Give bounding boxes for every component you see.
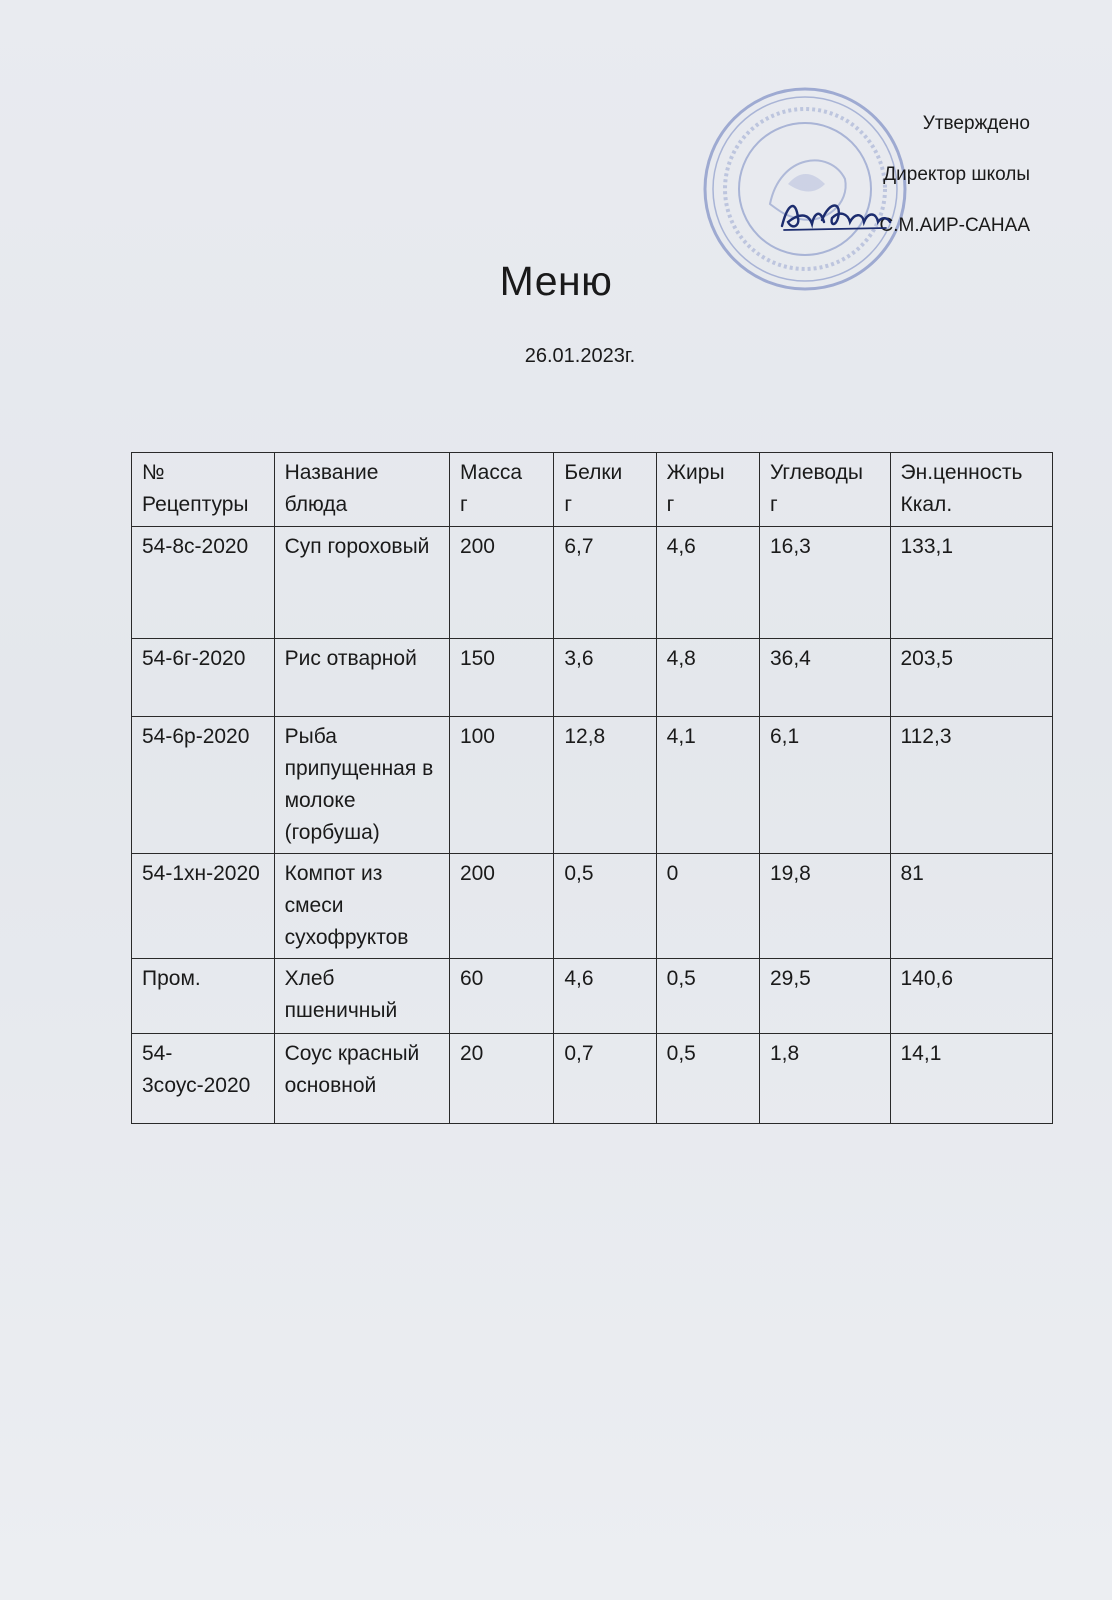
carbs-cell: 6,1	[759, 717, 890, 854]
recipe-cell: 54-6р-2020	[132, 717, 275, 854]
carbs-cell: 19,8	[759, 854, 890, 959]
dish-cell: Хлеб пшеничный	[274, 959, 449, 1034]
table-row	[132, 527, 1053, 639]
energy-cell: 133,1	[890, 527, 1053, 639]
header-carbs: Углеводы г	[759, 453, 890, 527]
energy-cell: 203,5	[890, 639, 1053, 717]
director-position: Директор школы	[883, 164, 1030, 185]
fat-cell: 0	[656, 854, 759, 959]
table-row	[132, 1034, 1053, 1124]
recipe-cell: 54-1хн-2020	[132, 854, 275, 959]
protein-cell: 12,8	[554, 717, 656, 854]
recipe-cell: 54-6г-2020	[132, 639, 275, 717]
carbs-cell: 36,4	[759, 639, 890, 717]
fat-cell: 4,1	[656, 717, 759, 854]
recipe-cell: Пром.	[132, 959, 275, 1034]
fat-cell: 0,5	[656, 959, 759, 1034]
fat-cell: 4,8	[656, 639, 759, 717]
protein-cell: 4,6	[554, 959, 656, 1034]
approved-label: Утверждено	[922, 113, 1030, 134]
approval-block	[880, 98, 1030, 251]
table-row	[132, 854, 1053, 959]
mass-cell: 200	[449, 527, 553, 639]
energy-cell: 112,3	[890, 717, 1053, 854]
mass-cell: 60	[449, 959, 553, 1034]
recipe-cell: 54-3соус-2020	[132, 1034, 275, 1124]
table-row	[132, 717, 1053, 854]
table-row	[132, 959, 1053, 1034]
header-fat: Жиры г	[656, 453, 759, 527]
fat-cell: 4,6	[656, 527, 759, 639]
header-mass: Масса г	[449, 453, 553, 527]
table-header-row	[132, 453, 1053, 527]
header-dish-name: Название блюда	[274, 453, 449, 527]
dish-cell: Компот из смеси сухофруктов	[274, 854, 449, 959]
fat-cell: 0,5	[656, 1034, 759, 1124]
energy-cell: 81	[890, 854, 1053, 959]
handwritten-signature-icon	[778, 196, 893, 236]
dish-cell: Суп гороховый	[274, 527, 449, 639]
header-energy: Эн.ценность Ккал.	[890, 453, 1053, 527]
table-row	[132, 639, 1053, 717]
carbs-cell: 1,8	[759, 1034, 890, 1124]
mass-cell: 150	[449, 639, 553, 717]
energy-cell: 140,6	[890, 959, 1053, 1034]
protein-cell: 0,5	[554, 854, 656, 959]
page-title: Меню	[499, 258, 613, 304]
protein-cell: 3,6	[554, 639, 656, 717]
menu-date: 26.01.2023г.	[524, 345, 636, 367]
carbs-cell: 16,3	[759, 527, 890, 639]
energy-cell: 14,1	[890, 1034, 1053, 1124]
protein-cell: 6,7	[554, 527, 656, 639]
header-recipe-number: № Рецептуры	[132, 453, 275, 527]
dish-cell: Соус красный основной	[274, 1034, 449, 1124]
mass-cell: 200	[449, 854, 553, 959]
dish-cell: Рис отварной	[274, 639, 449, 717]
menu-table	[131, 452, 1053, 1124]
carbs-cell: 29,5	[759, 959, 890, 1034]
mass-cell: 100	[449, 717, 553, 854]
mass-cell: 20	[449, 1034, 553, 1124]
director-name: С.М.АИР-САНАА	[879, 215, 1030, 236]
recipe-cell: 54-8с-2020	[132, 527, 275, 639]
protein-cell: 0,7	[554, 1034, 656, 1124]
header-protein: Белки г	[554, 453, 656, 527]
dish-cell: Рыба припущенная в молоке (горбуша)	[274, 717, 449, 854]
